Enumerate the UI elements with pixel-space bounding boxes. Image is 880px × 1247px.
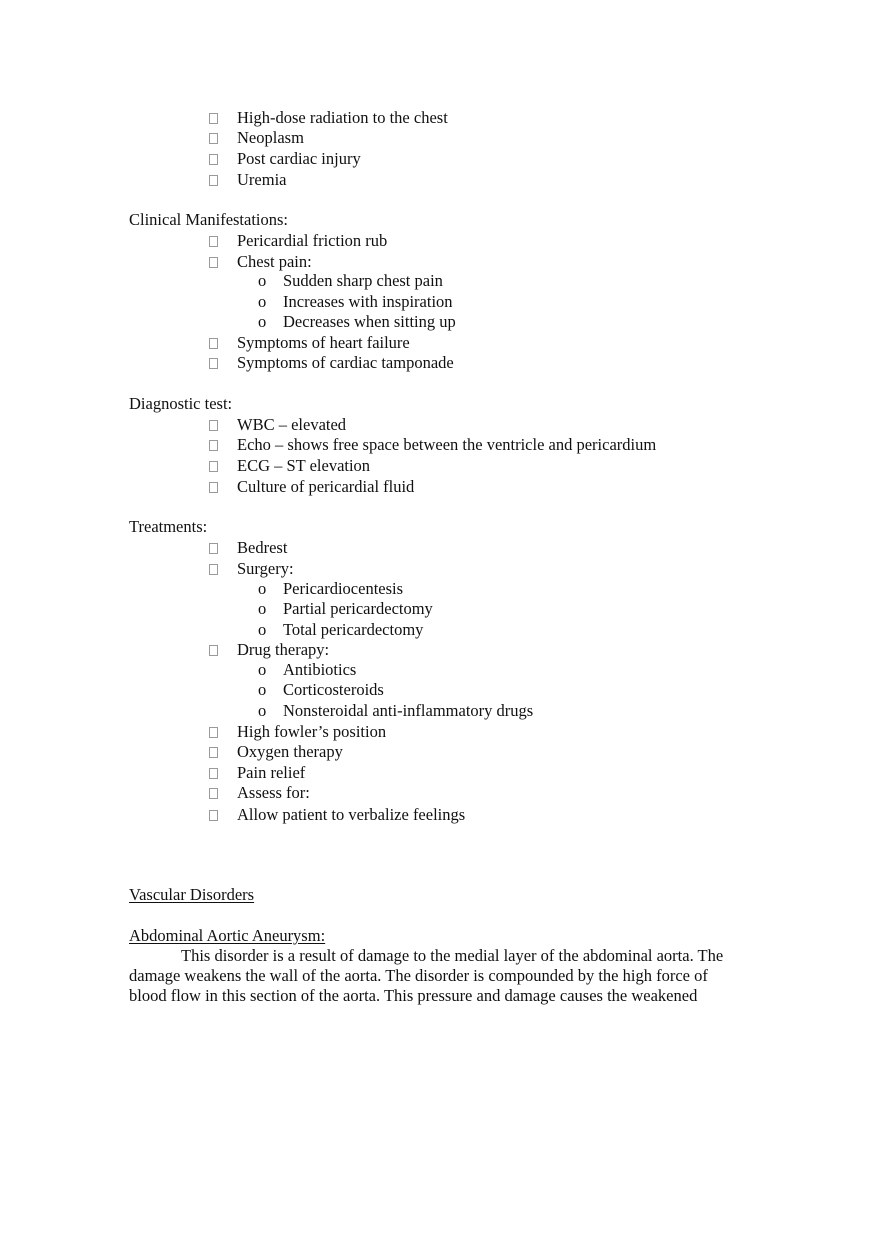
- checkbox-bullet-icon: [209, 358, 218, 369]
- checkbox-bullet-icon: [209, 543, 218, 554]
- list-item: WBC – elevated: [209, 415, 346, 436]
- checkbox-bullet-icon: [209, 727, 218, 738]
- list-item: High fowler’s position: [209, 722, 386, 743]
- checkbox-bullet-icon: [209, 645, 218, 656]
- list-item: Drug therapy:: [209, 640, 329, 661]
- list-item: ECG – ST elevation: [209, 456, 370, 477]
- sub-list-item: o Total pericardectomy: [258, 620, 424, 639]
- sub-list-item: o Increases with inspiration: [258, 292, 453, 311]
- list-item: Symptoms of heart failure: [209, 333, 410, 354]
- list-item: Pericardial friction rub: [209, 231, 387, 252]
- checkbox-bullet-icon: [209, 810, 218, 821]
- checkbox-bullet-icon: [209, 154, 218, 165]
- o-bullet-icon: o: [258, 579, 267, 598]
- sub-list-item: o Antibiotics: [258, 660, 357, 679]
- list-item: Assess for:: [209, 783, 310, 804]
- sub-list-item: o Nonsteroidal anti-inflammatory drugs: [258, 701, 534, 720]
- checkbox-bullet-icon: [209, 420, 218, 431]
- section-heading-treatments: Treatments:: [129, 517, 208, 536]
- o-bullet-icon: o: [258, 599, 267, 618]
- list-item: Bedrest: [209, 538, 287, 559]
- list-item: Oxygen therapy: [209, 742, 343, 763]
- checkbox-bullet-icon: [209, 257, 218, 268]
- paragraph-line: This disorder is a result of damage to the medial layer of the abdominal aorta. The: [181, 946, 724, 965]
- o-bullet-icon: o: [258, 312, 267, 331]
- sub-list-item: o Sudden sharp chest pain: [258, 271, 443, 290]
- checkbox-bullet-icon: [209, 747, 218, 758]
- o-bullet-icon: o: [258, 701, 267, 720]
- list-item: High-dose radiation to the chest: [209, 108, 448, 129]
- checkbox-bullet-icon: [209, 133, 218, 144]
- o-bullet-icon: o: [258, 680, 267, 699]
- list-item: Chest pain:: [209, 252, 312, 273]
- checkbox-bullet-icon: [209, 175, 218, 186]
- list-item: Culture of pericardial fluid: [209, 477, 414, 498]
- o-bullet-icon: o: [258, 660, 267, 679]
- list-item: Post cardiac injury: [209, 149, 361, 170]
- list-item: Uremia: [209, 170, 286, 191]
- checkbox-bullet-icon: [209, 440, 218, 451]
- list-item: Allow patient to verbalize feelings: [209, 805, 465, 826]
- list-item: Pain relief: [209, 763, 305, 784]
- sub-list-item: o Pericardiocentesis: [258, 579, 404, 598]
- section-heading-clinical: Clinical Manifestations:: [129, 210, 289, 229]
- paragraph-line: blood flow in this section of the aorta. This pressure and damage causes the weakened: [129, 986, 698, 1005]
- checkbox-bullet-icon: [209, 564, 218, 575]
- sub-list-item: o Partial pericardectomy: [258, 599, 433, 618]
- checkbox-bullet-icon: [209, 113, 218, 124]
- checkbox-bullet-icon: [209, 482, 218, 493]
- checkbox-bullet-icon: [209, 236, 218, 247]
- checkbox-bullet-icon: [209, 788, 218, 799]
- sub-list-item: o Corticosteroids: [258, 680, 384, 699]
- checkbox-bullet-icon: [209, 461, 218, 472]
- section-heading-vascular: Vascular Disorders: [129, 885, 255, 904]
- paragraph-line: damage weakens the wall of the aorta. The disorder is compounded by the high force of: [129, 966, 708, 985]
- list-item: Echo – shows free space between the ventricle and pericardium: [209, 435, 656, 456]
- checkbox-bullet-icon: [209, 768, 218, 779]
- section-heading-diagnostic: Diagnostic test:: [129, 394, 233, 413]
- list-item: Neoplasm: [209, 128, 304, 149]
- sub-list-item: o Decreases when sitting up: [258, 312, 456, 331]
- o-bullet-icon: o: [258, 271, 267, 290]
- list-item: Symptoms of cardiac tamponade: [209, 353, 454, 374]
- o-bullet-icon: o: [258, 292, 267, 311]
- section-heading-aaa: Abdominal Aortic Aneurysm:: [129, 926, 326, 945]
- checkbox-bullet-icon: [209, 338, 218, 349]
- list-item: Surgery:: [209, 559, 294, 580]
- o-bullet-icon: o: [258, 620, 267, 639]
